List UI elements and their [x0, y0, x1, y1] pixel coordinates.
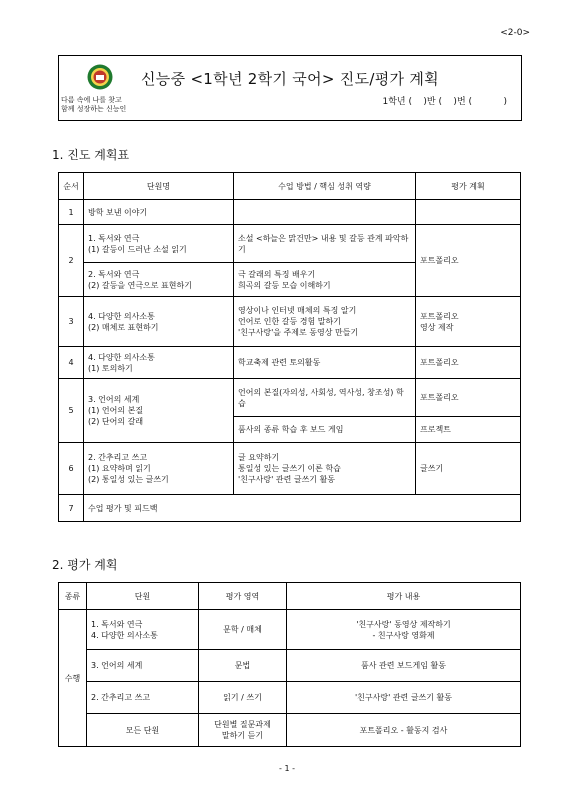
unit-cell: 2. 간추리고 쓰고 (1) 요약하며 읽기 (2) 통일성 있는 글쓰기 — [84, 443, 234, 495]
method-cell: 품사의 종류 학습 후 보드 게임 — [234, 417, 416, 443]
table-row — [59, 714, 521, 747]
table-header-row — [59, 583, 521, 610]
table-row — [59, 297, 521, 347]
column-header: 단원명 — [84, 173, 234, 200]
method-cell: 언어의 본질(자의성, 사회성, 역사성, 창조성) 학습 — [234, 379, 416, 417]
column-header: 단원 — [87, 583, 199, 610]
table-row — [59, 610, 521, 650]
area-cell: 문법 — [199, 650, 287, 682]
table-row — [59, 682, 521, 714]
row-number: 5 — [59, 379, 84, 443]
column-header: 평가 영역 — [199, 583, 287, 610]
evaluation-plan-table — [58, 582, 521, 747]
page-code: <2-0> — [500, 28, 530, 38]
motto-line: 다름 속에 나를 찾고 — [61, 96, 122, 104]
unit-cell: 모든 단원 — [87, 714, 199, 747]
area-cell: 문학 / 매체 — [199, 610, 287, 650]
unit-cell: 방학 보낸 이야기 — [84, 200, 234, 225]
school-motto — [61, 96, 126, 114]
unit-cell: 2. 간추리고 쓰고 — [87, 682, 199, 714]
column-header: 수업 방법 / 핵심 성취 역량 — [234, 173, 416, 200]
content-cell: '친구사랑' 동영상 제작하기 - 친구사랑 영화제 — [287, 610, 521, 650]
eval-cell: 포트폴리오 — [416, 379, 521, 417]
area-cell: 단원별 질문과제 말하기 듣기 — [199, 714, 287, 747]
row-number: 4 — [59, 347, 84, 379]
unit-cell: 2. 독서와 연극 (2) 갈등을 연극으로 표현하기 — [84, 263, 234, 297]
content-cell: '친구사랑' 관련 글쓰기 활동 — [287, 682, 521, 714]
method-cell — [234, 200, 416, 225]
unit-cell: 수업 평가 및 피드백 — [84, 495, 521, 522]
motto-line: 함께 성장하는 신능인 — [61, 105, 127, 113]
unit-cell: 1. 독서와 연극 4. 다양한 의사소통 — [87, 610, 199, 650]
unit-cell: 1. 독서와 연극 (1) 갈등이 드러난 소설 읽기 — [84, 225, 234, 263]
eval-cell: 포트폴리오 — [416, 225, 521, 297]
section-title-evaluation: 2. 평가 계획 — [52, 558, 118, 572]
progress-plan-table — [58, 172, 521, 522]
table-row — [59, 347, 521, 379]
table-row — [59, 443, 521, 495]
column-header: 종류 — [59, 583, 87, 610]
table-row — [59, 200, 521, 225]
row-number: 1 — [59, 200, 84, 225]
table-row — [59, 650, 521, 682]
method-cell: 글 요약하기 통일성 있는 글쓰기 이론 학습 '친구사랑' 관련 글쓰기 활동 — [234, 443, 416, 495]
table-header-row — [59, 173, 521, 200]
table-row — [59, 379, 521, 417]
eval-cell — [416, 200, 521, 225]
document-header — [58, 55, 522, 121]
eval-kind: 수행 — [59, 610, 87, 747]
content-cell: 포트폴리오 - 활동지 검사 — [287, 714, 521, 747]
unit-cell: 4. 다양한 의사소통 (2) 매체로 표현하기 — [84, 297, 234, 347]
document-title: 신능중 <1학년 2학기 국어> 진도/평가 계획 — [141, 70, 439, 88]
table-row — [59, 225, 521, 263]
student-info-line: 1학년 ( )반 ( )번 ( ) — [382, 97, 507, 107]
method-cell: 소설 <하늘은 맑건만> 내용 및 갈등 관계 파악하기 — [234, 225, 416, 263]
row-number: 7 — [59, 495, 84, 522]
page-number: - 1 - — [279, 764, 295, 773]
area-cell: 읽기 / 쓰기 — [199, 682, 287, 714]
eval-cell: 글쓰기 — [416, 443, 521, 495]
content-cell: 품사 관련 보드게임 활동 — [287, 650, 521, 682]
method-cell: 영상이나 인터넷 매체의 특징 알기 언어로 인한 갈등 경험 말하기 '친구사랑'을 주제로 동영상 만들기 — [234, 297, 416, 347]
row-number: 3 — [59, 297, 84, 347]
unit-cell: 4. 다양한 의사소통 (1) 토의하기 — [84, 347, 234, 379]
row-number: 6 — [59, 443, 84, 495]
column-header: 평가 내용 — [287, 583, 521, 610]
method-cell: 극 갈래의 특징 배우기 희곡의 갈등 모습 이해하기 — [234, 263, 416, 297]
column-header: 순서 — [59, 173, 84, 200]
table-row — [59, 495, 521, 522]
eval-cell: 프로젝트 — [416, 417, 521, 443]
unit-cell: 3. 언어의 세계 (1) 언어의 본질 (2) 단어의 갈래 — [84, 379, 234, 443]
unit-cell: 3. 언어의 세계 — [87, 650, 199, 682]
method-cell: 학교축제 관련 토의활동 — [234, 347, 416, 379]
eval-cell: 포트폴리오 — [416, 347, 521, 379]
column-header: 평가 계획 — [416, 173, 521, 200]
row-number: 2 — [59, 225, 84, 297]
eval-cell: 포트폴리오 영상 제작 — [416, 297, 521, 347]
section-title-progress: 1. 진도 계획표 — [52, 148, 130, 162]
